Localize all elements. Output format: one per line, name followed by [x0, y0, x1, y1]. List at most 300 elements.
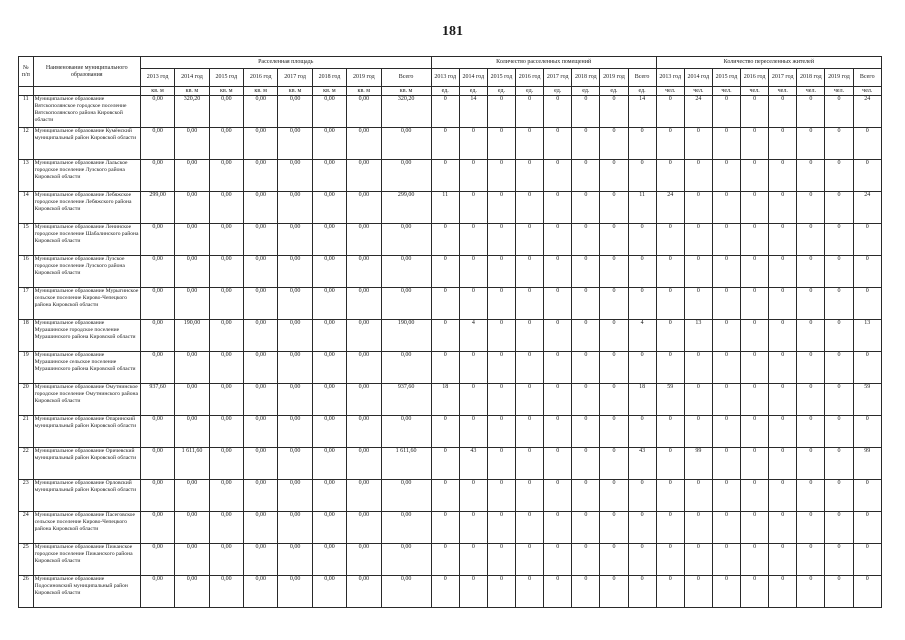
rooms-cell: 0: [487, 384, 515, 416]
area-cell: 0,00: [140, 576, 174, 608]
people-cell: 0: [684, 160, 712, 192]
year-header-rooms: 2015 год: [487, 69, 515, 87]
year-header-area: 2014 год: [175, 69, 209, 87]
people-cell: 24: [684, 96, 712, 128]
table-body: [19, 96, 882, 608]
table-row: [19, 96, 882, 128]
rooms-cell: 0: [431, 544, 459, 576]
people-cell: 0: [825, 96, 853, 128]
people-cell: 0: [684, 384, 712, 416]
rooms-cell: 0: [487, 352, 515, 384]
rooms-cell: 0: [487, 128, 515, 160]
people-cell: 0: [741, 224, 769, 256]
area-cell: 0,00: [140, 128, 174, 160]
unit-header-rooms: ед.: [600, 87, 628, 96]
people-cell: 0: [825, 384, 853, 416]
unit-header-rooms: ед.: [572, 87, 600, 96]
area-cell: 0,00: [312, 160, 346, 192]
rooms-cell: 0: [572, 448, 600, 480]
people-cell: 0: [741, 288, 769, 320]
people-cell: 0: [769, 480, 797, 512]
group-header-people: Количество переселенных жителей: [656, 57, 881, 69]
area-cell: 0,00: [312, 352, 346, 384]
municipality-name: Муниципальное образование Пасеговское сельское поселение Кирово-Чепецкого района Кировской области: [33, 512, 140, 544]
people-cell: 0: [797, 128, 825, 160]
area-cell: 299,00: [140, 192, 174, 224]
row-number: 19: [19, 352, 34, 384]
area-cell: 0,00: [244, 288, 278, 320]
area-cell: 0,00: [312, 576, 346, 608]
rooms-cell: 0: [516, 96, 544, 128]
unit-header-people: чел.: [797, 87, 825, 96]
people-cell: 0: [769, 320, 797, 352]
people-cell: 0: [656, 480, 684, 512]
unit-header-rooms: ед.: [544, 87, 572, 96]
people-cell: 0: [741, 128, 769, 160]
rooms-cell: 43: [459, 448, 487, 480]
area-cell: 0,00: [244, 544, 278, 576]
area-cell: 0,00: [140, 288, 174, 320]
rooms-cell: 0: [600, 288, 628, 320]
unit-header-rooms: ед.: [628, 87, 656, 96]
rooms-cell: 0: [487, 544, 515, 576]
area-cell: 0,00: [347, 224, 381, 256]
rooms-cell: 0: [516, 128, 544, 160]
people-cell: 0: [825, 448, 853, 480]
rooms-cell: 0: [459, 384, 487, 416]
people-cell: 0: [769, 576, 797, 608]
area-cell: 299,00: [381, 192, 431, 224]
people-cell: 0: [797, 224, 825, 256]
rooms-cell: 0: [487, 512, 515, 544]
area-cell: 0,00: [140, 544, 174, 576]
area-cell: 0,00: [175, 480, 209, 512]
area-cell: 0,00: [347, 96, 381, 128]
rooms-cell: 0: [487, 480, 515, 512]
year-header-area: 2017 год: [278, 69, 312, 87]
people-cell: 0: [797, 192, 825, 224]
people-cell: 0: [825, 544, 853, 576]
area-cell: 0,00: [209, 256, 243, 288]
rooms-cell: 0: [516, 448, 544, 480]
people-cell: 0: [684, 576, 712, 608]
area-cell: 0,00: [278, 160, 312, 192]
rooms-cell: 0: [516, 384, 544, 416]
rooms-cell: 0: [628, 544, 656, 576]
rooms-cell: 0: [544, 192, 572, 224]
rooms-cell: 0: [572, 544, 600, 576]
area-cell: 0,00: [347, 352, 381, 384]
rooms-cell: 14: [459, 96, 487, 128]
unit-header-rooms: ед.: [487, 87, 515, 96]
area-cell: 0,00: [140, 352, 174, 384]
people-cell: 0: [684, 256, 712, 288]
area-cell: 0,00: [175, 224, 209, 256]
people-cell: 0: [712, 352, 740, 384]
col-header-num: № п/п: [19, 57, 34, 87]
area-cell: 0,00: [381, 576, 431, 608]
group-header-rooms: Количество расселенных помещений: [431, 57, 656, 69]
rooms-cell: 0: [459, 288, 487, 320]
rooms-cell: 0: [544, 416, 572, 448]
municipality-name: Муниципальное образование Лузское городское поселение Лузского района Кировской области: [33, 256, 140, 288]
people-cell: 0: [656, 576, 684, 608]
area-cell: 0,00: [209, 128, 243, 160]
rooms-cell: 0: [431, 480, 459, 512]
year-header-people: 2018 год: [797, 69, 825, 87]
people-cell: 0: [656, 160, 684, 192]
area-cell: 0,00: [381, 352, 431, 384]
area-cell: 0,00: [175, 544, 209, 576]
rooms-cell: 0: [544, 320, 572, 352]
rooms-cell: 14: [628, 96, 656, 128]
row-number: 14: [19, 192, 34, 224]
year-header-rooms: 2017 год: [544, 69, 572, 87]
people-cell: 0: [712, 480, 740, 512]
area-cell: 0,00: [278, 448, 312, 480]
area-cell: 0,00: [278, 256, 312, 288]
area-cell: 0,00: [347, 192, 381, 224]
rooms-cell: 0: [572, 320, 600, 352]
header-row-years: [19, 69, 882, 87]
people-cell: 99: [684, 448, 712, 480]
table-row: [19, 288, 882, 320]
people-cell: 0: [741, 256, 769, 288]
rooms-cell: 18: [628, 384, 656, 416]
people-cell: 0: [656, 288, 684, 320]
people-cell: 0: [769, 352, 797, 384]
area-cell: 0,00: [175, 384, 209, 416]
people-cell: 0: [712, 512, 740, 544]
rooms-cell: 0: [431, 160, 459, 192]
table-row: [19, 256, 882, 288]
people-cell: 0: [825, 512, 853, 544]
header-row-groups: [19, 57, 882, 69]
area-cell: 0,00: [278, 512, 312, 544]
table-row: [19, 512, 882, 544]
area-cell: 0,00: [278, 416, 312, 448]
people-cell: 0: [853, 416, 881, 448]
area-cell: 0,00: [278, 480, 312, 512]
rooms-cell: 0: [544, 224, 572, 256]
people-cell: 59: [853, 384, 881, 416]
people-cell: 13: [684, 320, 712, 352]
rooms-cell: 0: [516, 288, 544, 320]
resettlement-table: [18, 56, 882, 608]
rooms-cell: 0: [431, 288, 459, 320]
people-cell: 0: [825, 256, 853, 288]
year-header-area: 2016 год: [244, 69, 278, 87]
unit-header-area: кв. м: [140, 87, 174, 96]
area-cell: 0,00: [312, 384, 346, 416]
area-cell: 0,00: [244, 480, 278, 512]
people-cell: 0: [797, 256, 825, 288]
area-cell: 0,00: [244, 576, 278, 608]
area-cell: 0,00: [175, 256, 209, 288]
people-cell: 0: [712, 288, 740, 320]
area-cell: 0,00: [347, 416, 381, 448]
municipality-name: Муниципальное образование Мурыгинское сельское поселение Кирово-Чепецкого района Кировской области: [33, 288, 140, 320]
people-cell: 0: [825, 288, 853, 320]
area-cell: 0,00: [312, 224, 346, 256]
people-cell: 0: [741, 160, 769, 192]
year-header-area: 2013 год: [140, 69, 174, 87]
rooms-cell: 0: [544, 448, 572, 480]
area-cell: 0,00: [278, 96, 312, 128]
area-cell: 0,00: [381, 512, 431, 544]
year-header-people: 2017 год: [769, 69, 797, 87]
people-cell: 0: [741, 416, 769, 448]
area-cell: 0,00: [381, 224, 431, 256]
rooms-cell: 0: [572, 512, 600, 544]
rooms-cell: 11: [431, 192, 459, 224]
people-cell: 0: [712, 96, 740, 128]
year-header-rooms: 2013 год: [431, 69, 459, 87]
unit-header-rooms: ед.: [516, 87, 544, 96]
municipality-name: Муниципальное образование Ленинское городское поселение Шабалинского района Кировской области: [33, 224, 140, 256]
people-cell: 0: [853, 224, 881, 256]
people-cell: 0: [853, 544, 881, 576]
people-cell: 0: [769, 128, 797, 160]
rooms-cell: 0: [628, 480, 656, 512]
rooms-cell: 0: [544, 160, 572, 192]
table-row: [19, 416, 882, 448]
people-cell: 24: [656, 192, 684, 224]
row-number: 17: [19, 288, 34, 320]
unit-header-area: кв. м: [381, 87, 431, 96]
people-cell: 0: [797, 288, 825, 320]
year-header-rooms: 2016 год: [516, 69, 544, 87]
units-blank-name: [33, 87, 140, 96]
area-cell: 0,00: [347, 384, 381, 416]
people-cell: 99: [853, 448, 881, 480]
area-cell: 0,00: [312, 192, 346, 224]
people-cell: 0: [769, 448, 797, 480]
unit-header-people: чел.: [769, 87, 797, 96]
rooms-cell: 0: [572, 192, 600, 224]
rooms-cell: 0: [516, 224, 544, 256]
area-cell: 0,00: [209, 160, 243, 192]
rooms-cell: 0: [628, 128, 656, 160]
people-cell: 0: [712, 448, 740, 480]
people-cell: 0: [825, 224, 853, 256]
people-cell: 0: [769, 416, 797, 448]
municipality-name: Муниципальное образование Опаринский муниципальный район Кировской области: [33, 416, 140, 448]
people-cell: 0: [769, 544, 797, 576]
area-cell: 0,00: [209, 576, 243, 608]
people-cell: 24: [853, 96, 881, 128]
table-row: [19, 448, 882, 480]
area-cell: 0,00: [175, 352, 209, 384]
area-cell: 190,00: [175, 320, 209, 352]
people-cell: 0: [712, 544, 740, 576]
area-cell: 320,20: [381, 96, 431, 128]
unit-header-people: чел.: [684, 87, 712, 96]
rooms-cell: 0: [628, 416, 656, 448]
people-cell: 0: [741, 384, 769, 416]
people-cell: 0: [797, 416, 825, 448]
people-cell: 0: [656, 416, 684, 448]
rooms-cell: 0: [516, 480, 544, 512]
people-cell: 0: [853, 512, 881, 544]
people-cell: 0: [684, 512, 712, 544]
people-cell: 0: [825, 128, 853, 160]
area-cell: 0,00: [175, 416, 209, 448]
table-row: [19, 192, 882, 224]
rooms-cell: 0: [628, 352, 656, 384]
rooms-cell: 0: [600, 160, 628, 192]
area-cell: 0,00: [381, 256, 431, 288]
rooms-cell: 0: [516, 352, 544, 384]
rooms-cell: 0: [431, 512, 459, 544]
area-cell: 0,00: [175, 288, 209, 320]
people-cell: 0: [712, 192, 740, 224]
area-cell: 0,00: [347, 256, 381, 288]
rooms-cell: 0: [600, 416, 628, 448]
municipality-name: Муниципальное образование Лебяжское городское поселение Лебяжского района Кировской области: [33, 192, 140, 224]
area-cell: 0,00: [278, 352, 312, 384]
table-row: [19, 128, 882, 160]
rooms-cell: 0: [600, 192, 628, 224]
area-cell: 0,00: [175, 512, 209, 544]
people-cell: 0: [741, 480, 769, 512]
rooms-cell: 0: [628, 288, 656, 320]
rooms-cell: 0: [487, 96, 515, 128]
people-cell: 0: [769, 160, 797, 192]
area-cell: 0,00: [244, 448, 278, 480]
people-cell: 24: [853, 192, 881, 224]
row-number: 24: [19, 512, 34, 544]
area-cell: 0,00: [140, 224, 174, 256]
people-cell: 0: [853, 576, 881, 608]
area-cell: 0,00: [140, 448, 174, 480]
rooms-cell: 0: [572, 352, 600, 384]
area-cell: 0,00: [244, 320, 278, 352]
people-cell: 0: [797, 512, 825, 544]
people-cell: 0: [656, 544, 684, 576]
area-cell: 937,60: [381, 384, 431, 416]
area-cell: 0,00: [175, 160, 209, 192]
row-number: 16: [19, 256, 34, 288]
year-header-people: 2016 год: [741, 69, 769, 87]
municipality-name: Муниципальное образование Кумёнский муниципальный район Кировской области: [33, 128, 140, 160]
rooms-cell: 0: [628, 224, 656, 256]
people-cell: 0: [825, 192, 853, 224]
rooms-cell: 0: [459, 192, 487, 224]
people-cell: 0: [656, 256, 684, 288]
row-number: 25: [19, 544, 34, 576]
people-cell: 0: [797, 576, 825, 608]
rooms-cell: 4: [628, 320, 656, 352]
group-header-area: Расселенная площадь: [140, 57, 431, 69]
people-cell: 0: [684, 480, 712, 512]
year-header-area: 2018 год: [312, 69, 346, 87]
rooms-cell: 0: [544, 128, 572, 160]
people-cell: 0: [853, 128, 881, 160]
table-row: [19, 576, 882, 608]
people-cell: 0: [797, 448, 825, 480]
rooms-cell: 0: [600, 320, 628, 352]
rooms-cell: 0: [600, 544, 628, 576]
year-header-area: 2015 год: [209, 69, 243, 87]
area-cell: 937,60: [140, 384, 174, 416]
area-cell: 0,00: [209, 384, 243, 416]
year-header-rooms: Всего: [628, 69, 656, 87]
area-cell: 0,00: [381, 480, 431, 512]
year-header-people: 2014 год: [684, 69, 712, 87]
municipality-name: Муниципальное образование Омутнинское городское поселение Омутнинского района Кировской области: [33, 384, 140, 416]
rooms-cell: 0: [487, 160, 515, 192]
area-cell: 0,00: [381, 128, 431, 160]
year-header-rooms: 2018 год: [572, 69, 600, 87]
rooms-cell: 0: [459, 224, 487, 256]
people-cell: 0: [712, 160, 740, 192]
people-cell: 0: [825, 352, 853, 384]
municipality-name: Муниципальное образование Мурашинское сельское поселение Мурашинского района Кировской области: [33, 352, 140, 384]
people-cell: 0: [769, 192, 797, 224]
rooms-cell: 0: [516, 256, 544, 288]
rooms-cell: 0: [572, 576, 600, 608]
people-cell: 0: [684, 224, 712, 256]
area-cell: 0,00: [209, 224, 243, 256]
rooms-cell: 0: [431, 416, 459, 448]
people-cell: 0: [684, 544, 712, 576]
municipality-name: Муниципальное образование Оричевский муниципальный район Кировской области: [33, 448, 140, 480]
area-cell: 0,00: [140, 416, 174, 448]
rooms-cell: 0: [487, 576, 515, 608]
table-row: [19, 352, 882, 384]
area-cell: 0,00: [175, 576, 209, 608]
area-cell: 0,00: [209, 320, 243, 352]
area-cell: 0,00: [347, 480, 381, 512]
rooms-cell: 0: [600, 448, 628, 480]
people-cell: 0: [684, 288, 712, 320]
municipality-name: Муниципальное образование Пижанское городское поселение Пижанского района Кировской области: [33, 544, 140, 576]
area-cell: 0,00: [209, 448, 243, 480]
area-cell: 0,00: [278, 384, 312, 416]
area-cell: 1 611,60: [175, 448, 209, 480]
people-cell: 0: [741, 448, 769, 480]
rooms-cell: 0: [628, 160, 656, 192]
rooms-cell: 0: [600, 128, 628, 160]
unit-header-people: чел.: [712, 87, 740, 96]
people-cell: 0: [797, 480, 825, 512]
people-cell: 0: [825, 416, 853, 448]
people-cell: 0: [712, 256, 740, 288]
rooms-cell: 0: [572, 128, 600, 160]
area-cell: 0,00: [140, 96, 174, 128]
people-cell: 0: [656, 448, 684, 480]
page-number: 181: [442, 24, 463, 39]
area-cell: 0,00: [312, 544, 346, 576]
rooms-cell: 0: [431, 448, 459, 480]
municipality-name: Муниципальное образование Мурашинское городское поселение Мурашинского района Кировской области: [33, 320, 140, 352]
people-cell: 13: [853, 320, 881, 352]
rooms-cell: 0: [487, 192, 515, 224]
area-cell: 0,00: [278, 320, 312, 352]
area-cell: 0,00: [209, 96, 243, 128]
people-cell: 0: [769, 224, 797, 256]
area-cell: 0,00: [312, 256, 346, 288]
unit-header-people: чел.: [741, 87, 769, 96]
unit-header-people: чел.: [656, 87, 684, 96]
rooms-cell: 0: [572, 256, 600, 288]
rooms-cell: 0: [600, 384, 628, 416]
area-cell: 0,00: [312, 288, 346, 320]
rooms-cell: 0: [431, 224, 459, 256]
rooms-cell: 0: [544, 384, 572, 416]
col-header-name: Наименование муниципального образования: [33, 57, 140, 87]
